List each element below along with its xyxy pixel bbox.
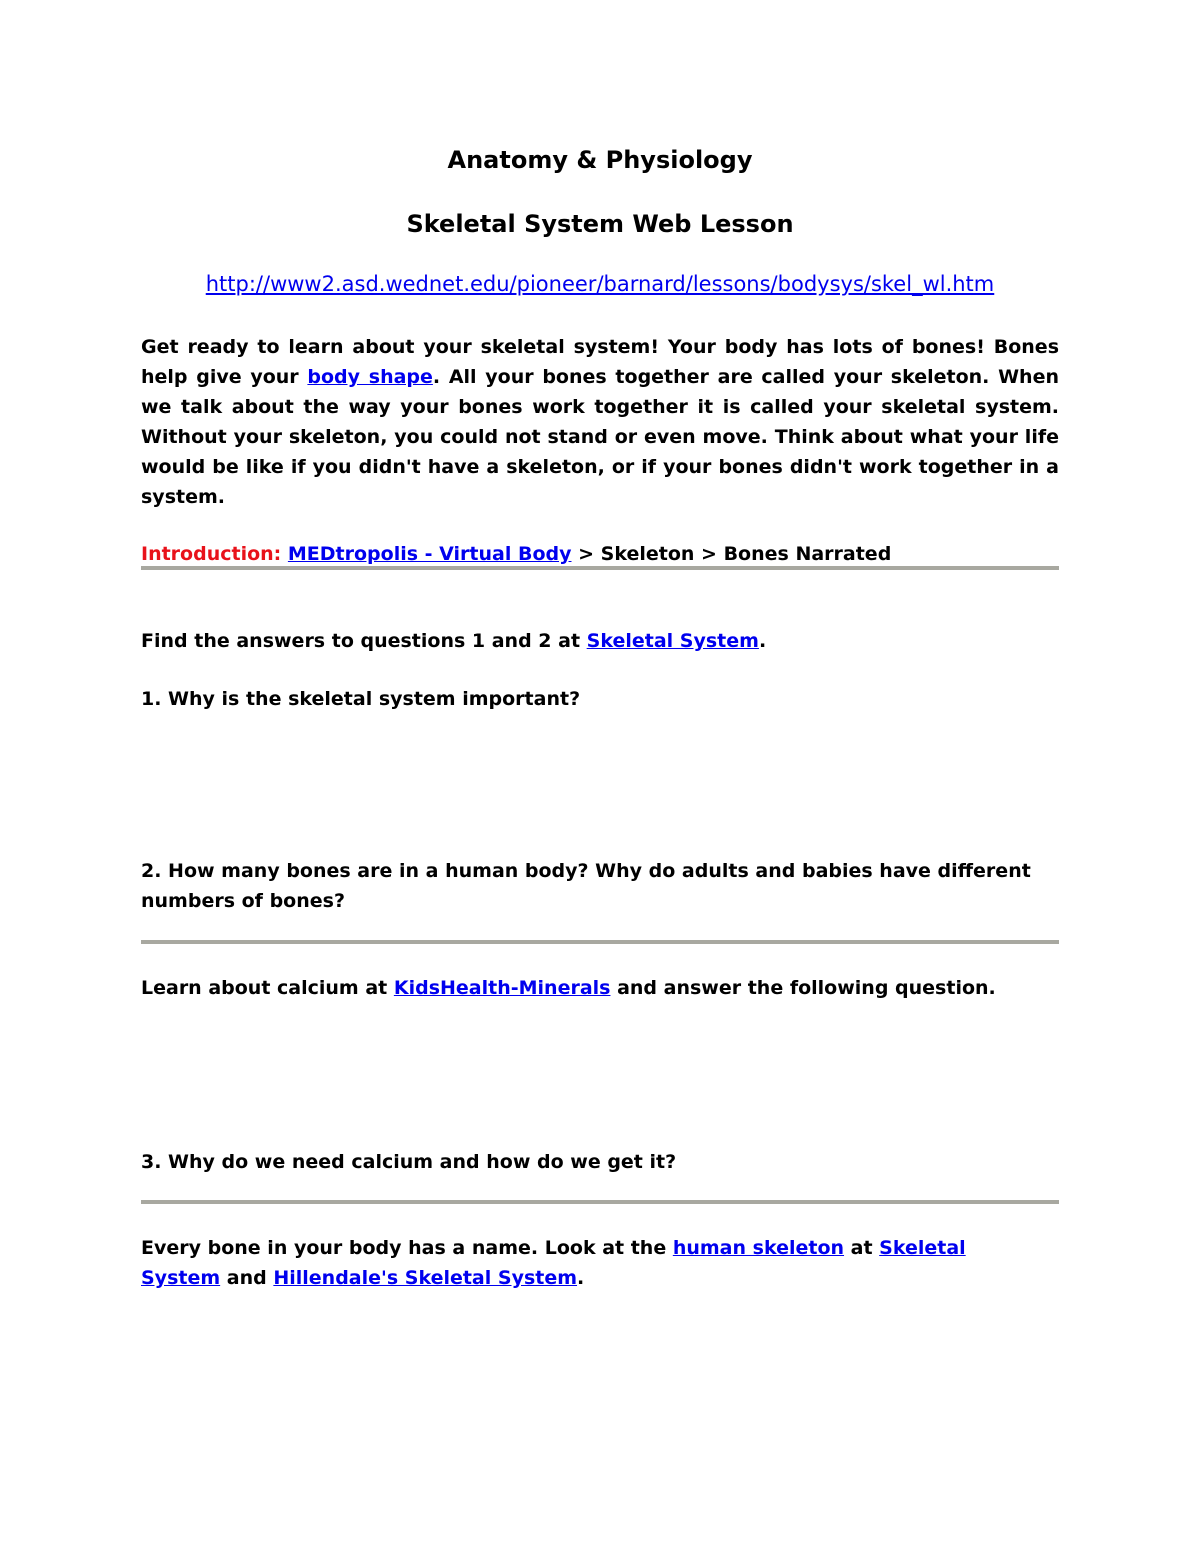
body-shape-link[interactable]: body shape (307, 366, 433, 388)
intro-paragraph (141, 332, 1059, 512)
introduction-path: > Skeleton > Bones Narrated (578, 543, 892, 565)
question-2: 2. How many bones are in a human body? Why do adults and babies have different numbers of bones? (141, 860, 1031, 912)
human-skeleton-link[interactable]: human skeleton (672, 1237, 845, 1259)
kidshealth-minerals-link[interactable]: KidsHealth-Minerals (393, 977, 611, 999)
section3-mid2: and (220, 1267, 274, 1289)
introduction-label: Introduction: (141, 543, 282, 565)
section3-suffix: . (577, 1267, 585, 1289)
question-3: 3. Why do we need calcium and how do we get it? (141, 1151, 677, 1173)
section-divider-3 (141, 1200, 1059, 1204)
section2-prefix: Learn about calcium at (141, 977, 394, 999)
skeletal-system-link-2[interactable]: Skeletal System (141, 1237, 966, 1289)
page-subtitle: Skeletal System Web Lesson (406, 210, 794, 238)
section2-instruction (141, 973, 1059, 1003)
introduction-line (141, 539, 1059, 569)
section1-instruction (141, 626, 1059, 656)
hillendale-skeletal-system-link[interactable]: Hillendale's Skeletal System (273, 1267, 578, 1289)
lesson-url (141, 272, 1059, 296)
section3-instruction (141, 1233, 981, 1293)
section-divider-2 (141, 940, 1059, 944)
section1-prefix: Find the answers to questions 1 and 2 at (141, 630, 587, 652)
intro-text-2: . All your bones together are called your skeleton. When we talk about the way your bones work together it is called your skeletal system. Without your skeleton, you could not stand or even move. Think about what your life would be like if you didn't have a skeleton, or if your bones didn't work together in a system. (141, 366, 1059, 508)
section1-suffix: . (758, 630, 767, 652)
section3-mid1: at (844, 1237, 880, 1259)
medtropolis-link[interactable]: MEDtropolis - Virtual Body (287, 543, 572, 565)
section3-prefix: Every bone in your body has a name. Look at the (141, 1237, 673, 1259)
lesson-url-link[interactable]: http://www2.asd.wednet.edu/pioneer/barnard/lessons/bodysys/skel_wl.htm (205, 272, 995, 296)
intro-text-1: Get ready to learn about your skeletal system! Your body has lots of bones! Bones help give your (141, 336, 1059, 388)
section2-suffix: and answer the following question. (610, 977, 996, 999)
question-1: 1. Why is the skeletal system important? (141, 688, 581, 710)
page-title: Anatomy & Physiology (447, 146, 753, 174)
skeletal-system-link[interactable]: Skeletal System (586, 630, 759, 652)
section-divider-1 (141, 566, 1059, 570)
